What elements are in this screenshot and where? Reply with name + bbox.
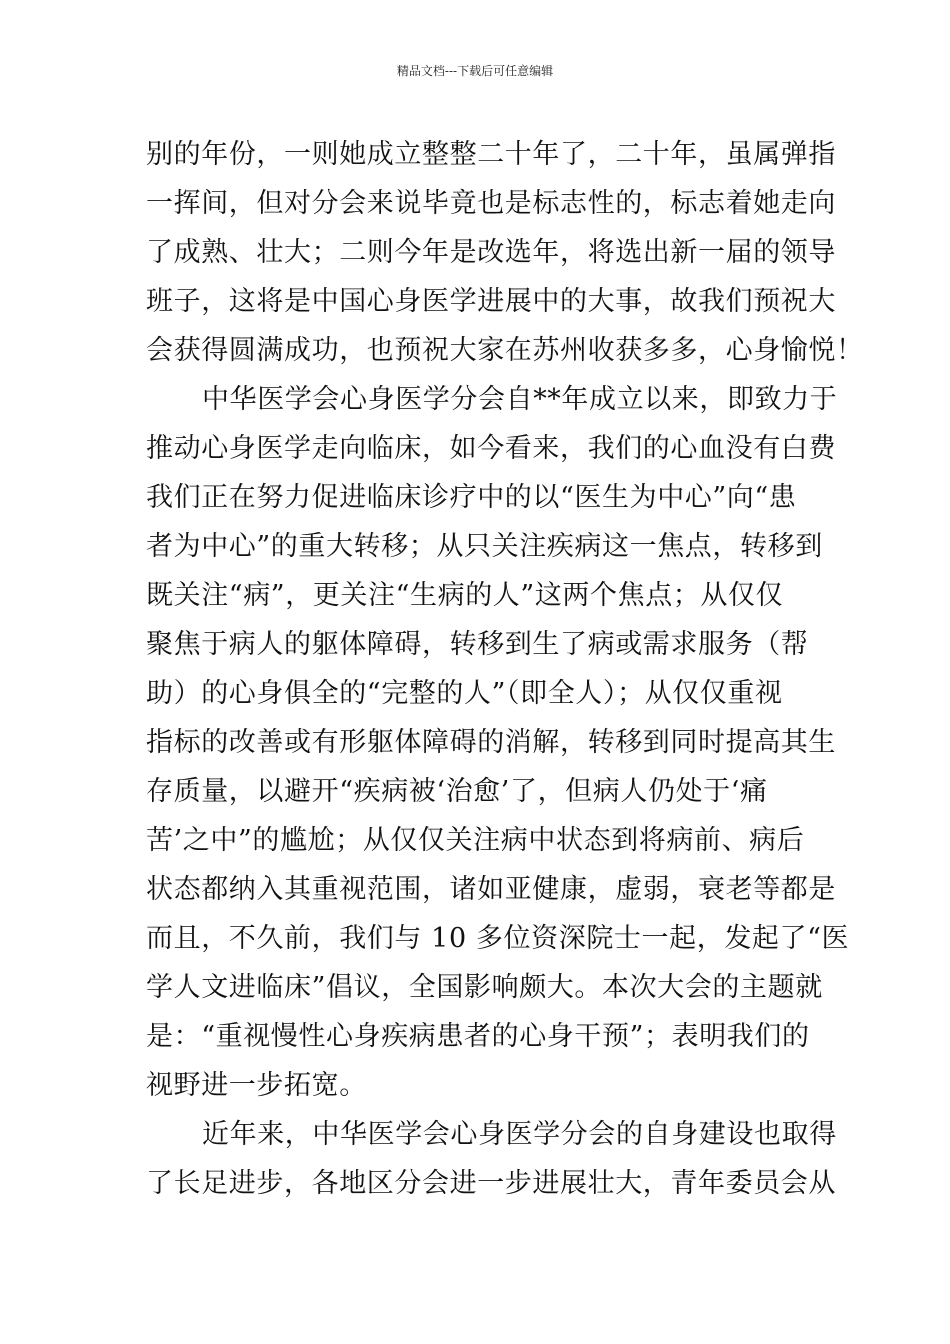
text-line: 近年来，中华医学会心身医学分会的自身建设也取得 xyxy=(202,1119,837,1150)
text-line: 既关注“病”，更关注“生病的人”这两个焦点；从仅仅 xyxy=(146,580,784,611)
text-line: 学人文进临床”倡议，全国影响颇大。本次大会的主题就 xyxy=(146,972,823,1003)
text-line: 是：“重视慢性心身疾病患者的心身干预”；表明我们的 xyxy=(146,1021,810,1052)
text-line: 状态都纳入其重视范围，诸如亚健康，虚弱，衰老等都是 xyxy=(146,874,836,905)
page-header: 精品文档---下载后可任意编辑 xyxy=(396,64,554,78)
text-line: 助）的心身俱全的“完整的人”（即全人）；从仅仅重视 xyxy=(146,678,783,709)
text-line: 指标的改善或有形躯体障碍的消解，转移到同时提高其生 xyxy=(146,727,836,758)
text-line: 存质量，以避开“疾病被‘治愈’了，但病人仍处于‘痛 xyxy=(146,776,768,807)
text-line: 推动心身医学走向临床，如今看来，我们的心血没有白费 xyxy=(146,433,836,464)
text-line: 班子，这将是中国心身医学进展中的大事，故我们预祝大 xyxy=(146,286,836,317)
text-line: 者为中心”的重大转移；从只关注疾病这一焦点，转移到 xyxy=(146,531,823,562)
text-line: 而且，不久前，我们与 10 多位资深院士一起，发起了“医 xyxy=(146,923,850,954)
text-line: 苦’之中”的尴尬；从仅仅关注病中状态到将病前、病后 xyxy=(146,825,805,856)
text-line: 了长足进步，各地区分会进一步进展壮大，青年委员会从 xyxy=(146,1168,836,1199)
text-line: 了成熟、壮大；二则今年是改选年，将选出新一届的领导 xyxy=(146,237,836,268)
text-line: 我们正在努力促进临床诊疗中的以“医生为中心”向“患 xyxy=(146,482,797,513)
text-line: 别的年份，一则她成立整整二十年了，二十年，虽属弹指 xyxy=(146,139,836,170)
text-line: 会获得圆满成功，也预祝大家在苏州收获多多，心身愉悦！ xyxy=(146,335,864,366)
text-line: 聚焦于病人的躯体障碍，转移到生了病或需求服务（帮 xyxy=(146,629,809,660)
document-body xyxy=(146,130,864,1208)
text-line: 一挥间，但对分会来说毕竟也是标志性的，标志着她走向 xyxy=(146,188,836,219)
text-line: 中华医学会心身医学分会自**年成立以来，即致力于 xyxy=(202,384,838,415)
text-line: 视野进一步拓宽。 xyxy=(146,1070,367,1101)
